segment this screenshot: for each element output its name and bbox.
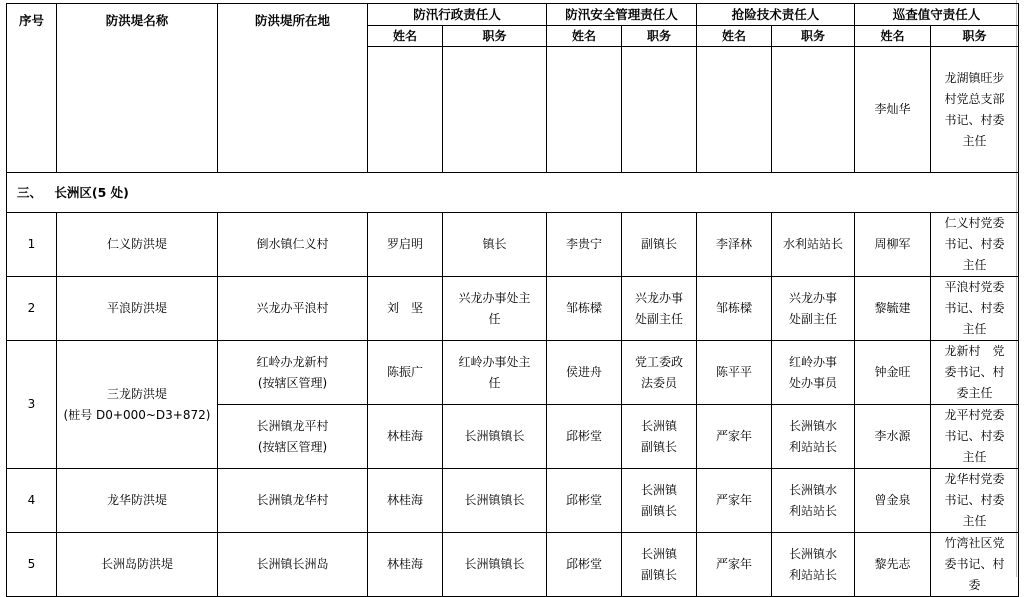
safety-name: 邱彬堂	[547, 405, 622, 469]
patrol-name: 黎毓建	[855, 277, 931, 341]
levee-location: 长洲镇长洲岛	[218, 533, 368, 597]
header-safety-duty: 职务	[622, 26, 697, 47]
safety-duty: 长洲镇副镇长	[640, 418, 677, 454]
admin-duty: 红岭办事处主任	[458, 354, 531, 390]
patrol-name: 钟金旺	[855, 341, 931, 405]
patrol-name: 周柳军	[855, 213, 931, 277]
tech-duty: 长洲镇水利站站长	[788, 418, 837, 454]
tech-name: 严家年	[697, 405, 772, 469]
header-patrol-group: 巡查值守责任人	[855, 4, 1019, 26]
header-levee-name: 防洪堤名称	[57, 4, 218, 173]
patrol-name: 曾金泉	[855, 469, 931, 533]
levee-location: 兴龙办平浪村	[218, 277, 368, 341]
tech-duty: 长洲镇水利站站长	[788, 482, 837, 518]
levee-name: 三龙防洪堤	[106, 386, 167, 401]
levee-name-sub: (桩号 D0+000~D3+872)	[63, 407, 211, 422]
safety-name: 邹栋樑	[547, 277, 622, 341]
admin-name: 林桂海	[368, 405, 443, 469]
row-seq: 3	[7, 341, 57, 469]
admin-duty: 长洲镇镇长	[443, 469, 547, 533]
tech-name: 严家年	[697, 533, 772, 597]
safety-duty: 副镇长	[622, 213, 697, 277]
patrol-duty: 龙新村 党委书记、村委主任	[944, 344, 1005, 400]
admin-duty: 镇长	[443, 213, 547, 277]
header-patrol-duty: 职务	[931, 26, 1019, 47]
row-seq: 1	[7, 213, 57, 277]
tech-duty: 水利站站长	[772, 213, 855, 277]
tech-name: 李泽林	[697, 213, 772, 277]
flood-responsibility-table	[6, 3, 1019, 597]
tech-name: 邹栋樑	[697, 277, 772, 341]
row-seq: 2	[7, 277, 57, 341]
tech-duty: 长洲镇水利站站长	[788, 546, 837, 582]
safety-name: 侯进舟	[547, 341, 622, 405]
safety-name: 邱彬堂	[547, 469, 622, 533]
admin-name: 罗启明	[368, 213, 443, 277]
admin-duty: 长洲镇镇长	[443, 533, 547, 597]
table-row	[7, 533, 1019, 597]
levee-location: 倒水镇仁义村	[218, 213, 368, 277]
levee-location: 红岭办龙新村(按辖区管理)	[256, 354, 329, 390]
row-seq: 4	[7, 469, 57, 533]
admin-duty: 兴龙办事处主任	[458, 290, 531, 326]
safety-duty: 党工委政法委员	[634, 354, 683, 390]
header-patrol-name: 姓名	[855, 26, 931, 47]
header-safety-group: 防汛安全管理责任人	[547, 4, 697, 26]
header-row-groups	[7, 4, 1019, 26]
tech-duty: 兴龙办事处副主任	[788, 290, 837, 326]
levee-name: 龙华防洪堤	[57, 469, 218, 533]
table-row	[7, 277, 1019, 341]
prev-patrol-duty: 龙湖镇旺步村党总支部书记、村委主任	[944, 70, 1005, 148]
safety-name: 邱彬堂	[547, 533, 622, 597]
tech-duty: 红岭办事处办事员	[788, 354, 837, 390]
header-seq: 序号	[7, 4, 57, 173]
section-row	[7, 173, 1019, 213]
admin-name: 刘 坚	[368, 277, 443, 341]
patrol-duty: 龙华村党委书记、村委主任	[944, 472, 1005, 528]
admin-duty: 长洲镇镇长	[443, 405, 547, 469]
header-admin-duty: 职务	[443, 26, 547, 47]
prev-patrol-name: 李灿华	[855, 47, 931, 173]
levee-location: 长洲镇龙华村	[218, 469, 368, 533]
safety-duty: 兴龙办事处副主任	[634, 290, 683, 326]
levee-name: 仁义防洪堤	[57, 213, 218, 277]
tech-name: 陈平平	[697, 341, 772, 405]
row-seq: 5	[7, 533, 57, 597]
section-title: 长洲区(5 处)	[54, 185, 129, 200]
patrol-duty: 龙平村党委书记、村委主任	[944, 408, 1005, 464]
admin-name: 陈振广	[368, 341, 443, 405]
patrol-duty: 仁义村党委书记、村委主任	[944, 216, 1005, 272]
table-row	[7, 341, 1019, 405]
header-safety-name: 姓名	[547, 26, 622, 47]
patrol-duty: 平浪村党委书记、村委主任	[944, 280, 1005, 336]
header-levee-location: 防洪堤所在地	[218, 4, 368, 173]
safety-duty: 长洲镇副镇长	[640, 546, 677, 582]
levee-name: 平浪防洪堤	[57, 277, 218, 341]
table-row	[7, 213, 1019, 277]
admin-name: 林桂海	[368, 533, 443, 597]
header-admin-group: 防汛行政责任人	[368, 4, 547, 26]
table-row	[7, 469, 1019, 533]
header-admin-name: 姓名	[368, 26, 443, 47]
admin-name: 林桂海	[368, 469, 443, 533]
safety-duty: 长洲镇副镇长	[640, 482, 677, 518]
patrol-name: 李水源	[855, 405, 931, 469]
section-number: 三、	[17, 185, 43, 200]
patrol-duty: 竹湾社区党委书记、村委	[944, 536, 1005, 592]
safety-name: 李贵宁	[547, 213, 622, 277]
patrol-name: 黎先志	[855, 533, 931, 597]
tech-name: 严家年	[697, 469, 772, 533]
header-tech-name: 姓名	[697, 26, 772, 47]
header-tech-duty: 职务	[772, 26, 855, 47]
levee-name: 长洲岛防洪堤	[57, 533, 218, 597]
levee-location: 长洲镇龙平村(按辖区管理)	[256, 418, 329, 454]
header-tech-group: 抢险技术责任人	[697, 4, 855, 26]
